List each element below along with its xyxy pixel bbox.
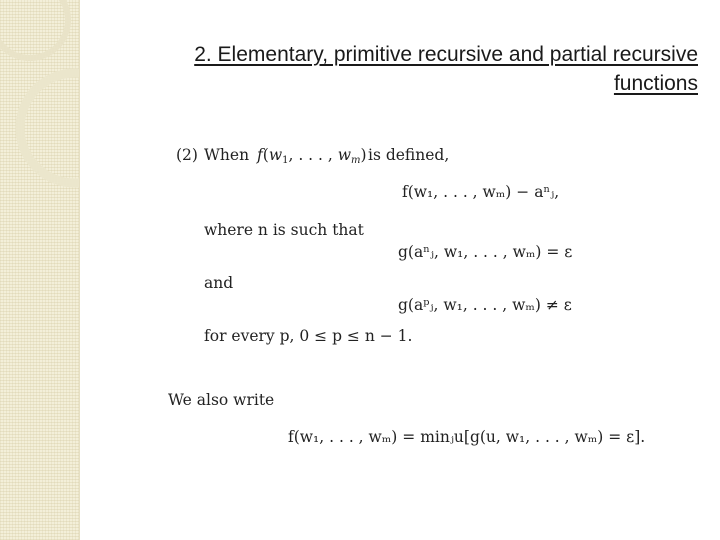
equation-1: f(w₁, . . . , wₘ) − aⁿⱼ, — [402, 183, 560, 201]
where-text: where n is such that — [204, 221, 364, 239]
slide-title — [110, 40, 698, 98]
f-expression: $f(w_1$, . . . , $w_m$) — [257, 146, 367, 166]
when-text: When — [204, 146, 250, 164]
equation-4: f(w₁, . . . , wₘ) = minⱼu[g(u, w₁, . . . , wₘ) = ε]. — [288, 428, 646, 446]
also-write-text: We also write — [168, 391, 275, 409]
equation-3: g(aᵖⱼ, w₁, . . . , wₘ) ≠ ε — [398, 296, 572, 314]
item-number: (2) — [176, 146, 198, 164]
title-line-2: functions — [613, 72, 698, 95]
title-line-1: 2. Elementary, primitive recursive and partial recursive — [194, 43, 698, 66]
decorative-circles — [0, 0, 79, 200]
for-every-text: for every p, 0 ≤ p ≤ n − 1. — [204, 327, 413, 345]
is-defined-text: is defined, — [368, 146, 450, 164]
and-text: and — [204, 274, 234, 292]
equation-2: g(aⁿⱼ, w₁, . . . , wₘ) = ε — [398, 243, 573, 261]
